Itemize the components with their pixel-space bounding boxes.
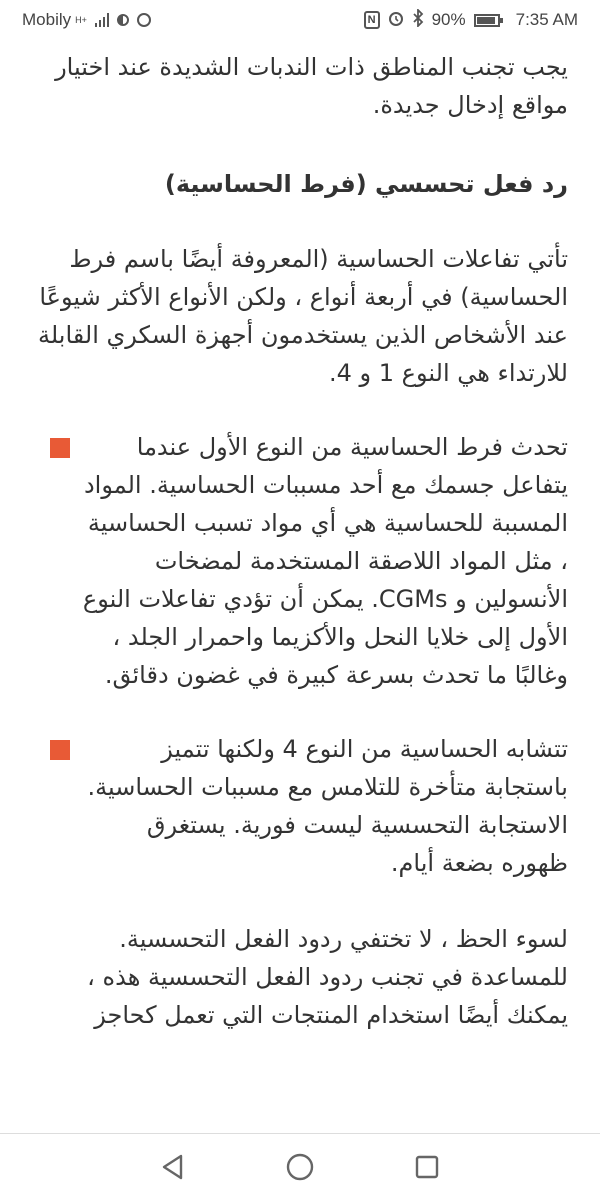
article-content xyxy=(32,40,568,1133)
battery-icon xyxy=(474,14,500,27)
clock: 7:35 AM xyxy=(515,10,578,29)
bullet-square-icon xyxy=(50,438,70,458)
back-button[interactable] xyxy=(153,1147,193,1187)
bullet-text: تتشابه الحساسية من النوع 4 ولكنها تتميز باستجابة متأخرة للتلامس مع مسببات الحساسية. الاستجابة التحسسية ليست فورية. يستغرق ظهوره بضعة أيام. xyxy=(87,735,568,877)
nfc-icon: N xyxy=(364,11,380,29)
recents-button[interactable] xyxy=(407,1147,447,1187)
bullet-square-icon xyxy=(50,740,70,760)
network-type: H+ xyxy=(75,14,87,25)
scroll-fade xyxy=(32,1113,568,1133)
navigation-bar xyxy=(0,1134,600,1200)
data-saver-icon xyxy=(117,14,129,26)
home-button[interactable] xyxy=(280,1147,320,1187)
status-left xyxy=(22,10,151,30)
battery-percent: 90% xyxy=(431,10,466,29)
carrier-name: Mobily xyxy=(22,10,72,29)
paragraph-top: يجب تجنب المناطق ذات الندبات الشديدة عند اختيار مواقع إدخال جديدة. xyxy=(55,53,568,119)
home-circle-icon xyxy=(285,1152,315,1182)
alarm-icon xyxy=(388,10,404,31)
paragraph-bottom: لسوء الحظ ، لا تختفي ردود الفعل التحسسية. للمساعدة في تجنب ردود الفعل التحسسية هذه ، يمكنك أيضًا استخدام المنتجات التي تعمل كحاجز xyxy=(87,925,568,1029)
bullet-text: تحدث فرط الحساسية من النوع الأول عندما يتفاعل جسمك مع أحد مسببات الحساسية. المواد المسببة للحساسية هي أي مواد تسبب الحساسية ، مثل المواد اللاصقة المستخدمة لمضخات الأنسولين و CGMs. يمكن أن تؤدي تفاعلات النوع الأول إلى خلايا النحل والأكزيما واحمرار الجلد ، وغالبًا ما تحدث بسرعة كبيرة في غضون دقائق. xyxy=(82,433,568,689)
section-heading: رد فعل تحسسي (فرط الحساسية) xyxy=(164,170,568,198)
signal-icon xyxy=(95,13,109,27)
bluetooth-icon xyxy=(412,9,424,32)
battery-fill xyxy=(477,17,495,24)
bullet-item xyxy=(32,730,568,882)
paragraph-intro: تأتي تفاعلات الحساسية (المعروفة أيضًا باسم فرط الحساسية) في أربعة أنواع ، ولكن الأنواع الأكثر شيوعًا عند الأشخاص الذين يستخدمون أجهزة السكري القابلة للارتداء هي النوع 1 و 4. xyxy=(37,245,568,387)
recents-square-icon xyxy=(413,1153,441,1181)
back-triangle-icon xyxy=(159,1153,187,1181)
bullet-item xyxy=(32,428,568,694)
status-bar xyxy=(0,0,600,40)
soccer-ball-icon xyxy=(137,13,151,27)
status-right xyxy=(364,9,578,32)
